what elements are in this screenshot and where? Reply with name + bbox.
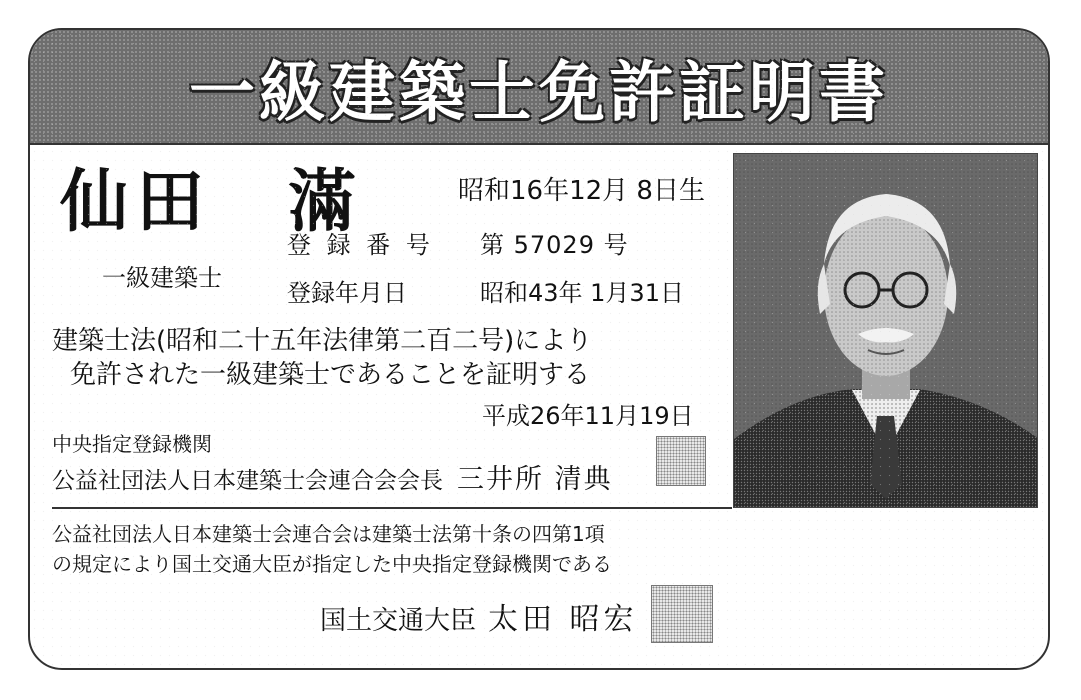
registration-number-label: 登 録 番 号 [287, 231, 434, 259]
qualification-label: 一級建築士 [102, 264, 222, 292]
certification-statement-line1: 建築士法(昭和二十五年法律第二百二号)により [52, 326, 593, 356]
holder-name: 仙田 滿 [60, 162, 365, 242]
license-card [28, 28, 1050, 670]
president-title: 公益社団法人日本建築士会連合会会長 [52, 468, 443, 494]
birth-date: 昭和16年12月 8日生 [458, 176, 705, 206]
agency-note-line2: の規定により国土交通大臣が指定した中央指定登録機関である [52, 552, 612, 576]
registration-date-value: 昭和43年 1月31日 [480, 279, 684, 307]
minister-line [320, 594, 638, 638]
president-seal [656, 436, 706, 486]
minister-title: 国土交通大臣 [320, 606, 477, 636]
holder-photo [733, 153, 1038, 508]
president-line [52, 457, 613, 496]
issue-date: 平成26年11月19日 [482, 402, 694, 430]
section-divider [52, 507, 732, 509]
certification-statement-line2: 免許された一級建築士であることを証明する [70, 360, 591, 390]
card-title: 一級建築士免許証明書 [189, 54, 889, 131]
card-header [30, 30, 1048, 145]
agency-label: 中央指定登録機関 [52, 432, 212, 456]
president-name: 三井所 清典 [457, 464, 613, 495]
agency-note-line1: 公益社団法人日本建築士会連合会は建築士法第十条の四第1項 [52, 522, 605, 546]
registration-number-value: 第 57029 号 [480, 231, 629, 259]
registration-date-label: 登録年月日 [287, 279, 407, 307]
minister-name: 太田 昭宏 [488, 602, 638, 637]
minister-seal [651, 585, 713, 643]
